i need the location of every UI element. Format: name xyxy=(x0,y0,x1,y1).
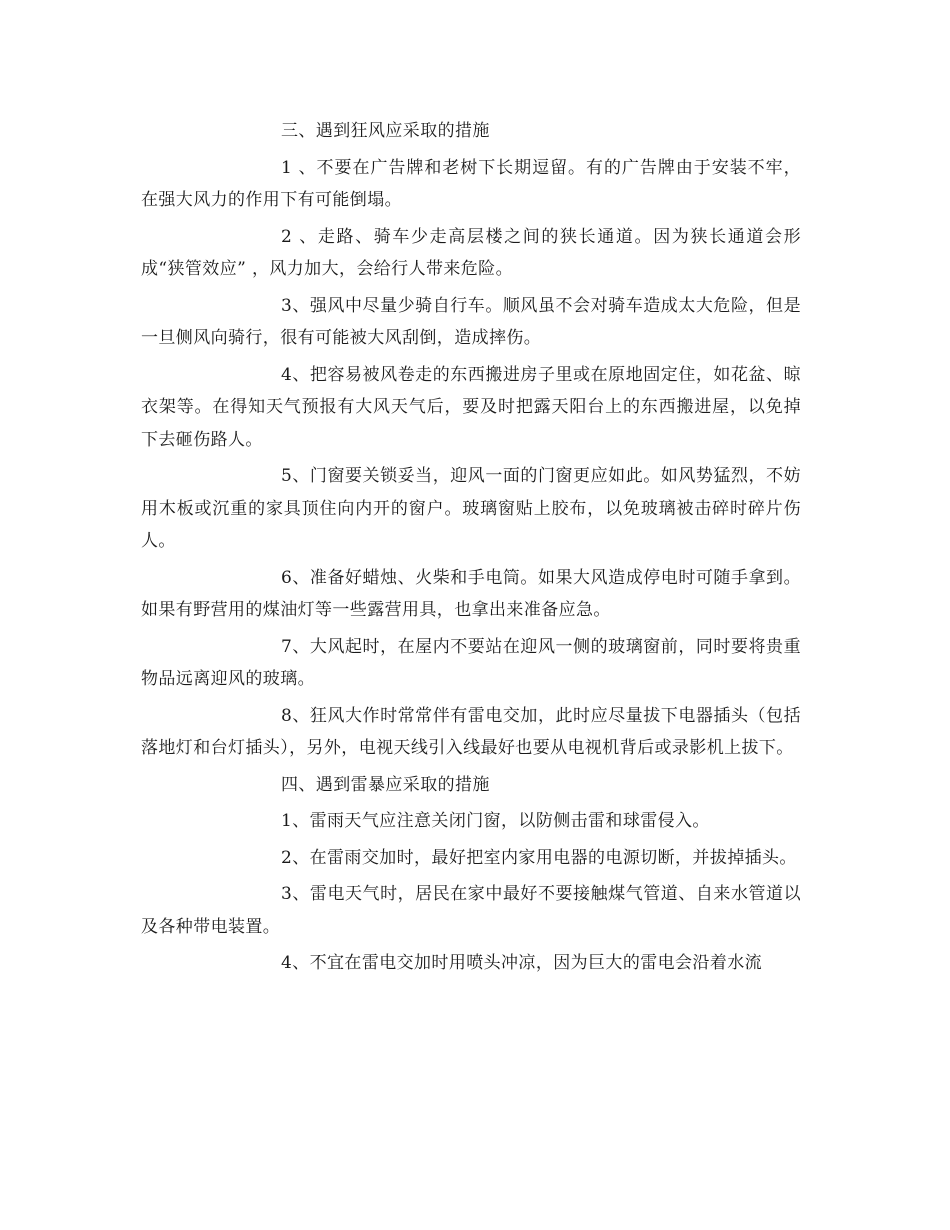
thunder-item-1: 1、雷雨天气应注意关闭门窗，以防侧击雷和球雷侵入。 xyxy=(281,811,710,831)
thunder-item-2: 2、在雷雨交加时，最好把室内家用电器的电源切断，并拔掉插头。 xyxy=(281,847,797,868)
document-body xyxy=(141,115,801,984)
wind-item-8: 8、狂风大作时常常伴有雷电交加，此时应尽量拔下电器插头（包括落地灯和台灯插头），另外，电视天线引入线最好也要从电视机背后或录影机上拔下。 xyxy=(141,705,801,758)
wind-item-5: 5、门窗要关锁妥当，迎风一面的门窗更应如此。如风势猛烈，不妨用木板或沉重的家具顶住向内开的窗户。玻璃窗贴上胶布，以免玻璃被击碎时碎片伤人。 xyxy=(141,466,801,551)
wind-item-7: 7、大风起时，在屋内不要站在迎风一侧的玻璃窗前，同时要将贵重物品远离迎风的玻璃。 xyxy=(141,636,801,689)
section-heading-wind: 三、遇到狂风应采取的措施 xyxy=(281,121,490,141)
wind-item-3: 3、强风中尽量少骑自行车。顺风虽不会对骑车造成太大危险，但是一旦侧风向骑行，很有可能被大风刮倒，造成摔伤。 xyxy=(141,295,801,348)
wind-item-1: 1 、不要在广告牌和老树下长期逗留。有的广告牌由于安装不牢，在强大风力的作用下有可能倒塌。 xyxy=(141,157,801,210)
thunder-item-3: 3、雷电天气时，居民在家中最好不要接触煤气管道、自来水管道以及各种带电装置。 xyxy=(141,884,801,937)
wind-item-2: 2 、走路、骑车少走高层楼之间的狭长通道。因为狭长通道会形成“狭管效应” ，风力加大，会给行人带来危险。 xyxy=(141,226,801,279)
wind-item-4: 4、把容易被风卷走的东西搬进房子里或在原地固定住，如花盆、晾衣架等。在得知天气预报有大风天气后，要及时把露天阳台上的东西搬进屋，以免掉下去砸伤路人。 xyxy=(141,364,801,450)
wind-item-6: 6、准备好蜡烛、火柴和手电筒。如果大风造成停电时可随手拿到。如果有野营用的煤油灯等一些露营用具，也拿出来准备应急。 xyxy=(141,567,801,620)
thunder-item-4: 4、不宜在雷电交加时用喷头冲凉，因为巨大的雷电会沿着水流 xyxy=(281,953,763,973)
section-heading-thunderstorm: 四、遇到雷暴应采取的措施 xyxy=(281,774,490,795)
